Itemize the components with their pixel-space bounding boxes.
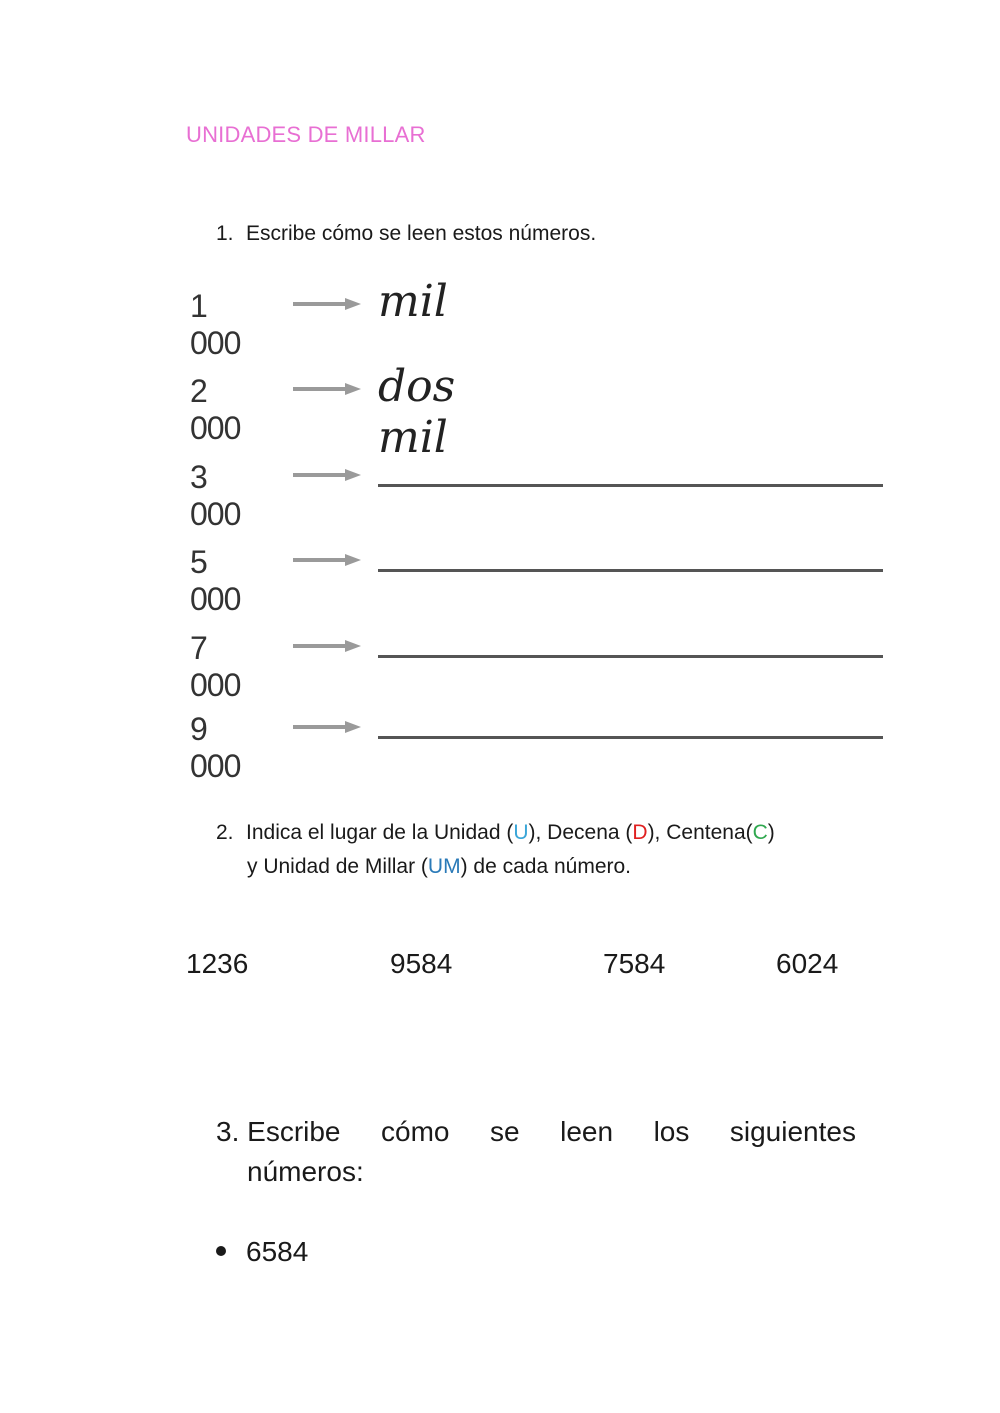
- handwritten-answer: mil: [378, 276, 448, 327]
- handwritten-answer: dos mil: [378, 361, 456, 463]
- question-number: 3.: [216, 1116, 240, 1147]
- page-title: UNIDADES DE MILLAR: [186, 122, 426, 147]
- bullet-item: [216, 1236, 308, 1268]
- text-part: ), Decena (: [528, 821, 633, 844]
- question-number: 2.: [216, 821, 234, 844]
- text-part: y Unidad de Millar (: [247, 855, 428, 878]
- number-item: 9584: [390, 948, 453, 979]
- arrow-right-icon: [293, 638, 363, 654]
- text-part: ): [767, 821, 775, 844]
- question-text: [216, 1112, 856, 1152]
- text-part: ) de cada número.: [460, 855, 632, 878]
- hundred-letter: C: [752, 821, 768, 844]
- answer-line[interactable]: [378, 736, 883, 739]
- row-number: 5 000: [190, 544, 241, 617]
- arrow-right-icon: [293, 467, 363, 483]
- word: siguientes: [729, 1116, 856, 1147]
- row-number: 3 000: [190, 459, 241, 532]
- word: leen: [560, 1116, 614, 1147]
- answer-line[interactable]: [378, 655, 883, 658]
- arrow-right-icon: [293, 719, 363, 735]
- row-number: 9 000: [190, 711, 241, 784]
- answer-line[interactable]: [378, 569, 883, 572]
- word: los: [653, 1116, 690, 1147]
- bullet-dot-icon: [216, 1246, 226, 1256]
- number-item: 7584: [603, 948, 666, 979]
- question-2: [216, 816, 876, 884]
- text-part: Indica el lugar de la Unidad (: [246, 821, 514, 844]
- row-number: 1 000: [190, 288, 241, 361]
- unit-letter: U: [513, 821, 529, 844]
- arrow-right-icon: [293, 552, 363, 568]
- word: Escribe: [247, 1116, 341, 1147]
- bullet-value: 6584: [246, 1236, 309, 1267]
- question-text: [246, 821, 775, 844]
- row-number: 2 000: [190, 373, 241, 446]
- question-number: 1.: [216, 222, 234, 245]
- arrow-right-icon: [293, 381, 363, 397]
- ten-letter: D: [632, 821, 648, 844]
- text-part: ), Centena(: [647, 821, 753, 844]
- question-text-continued: [216, 850, 876, 884]
- question-text-continued: números:: [247, 1156, 364, 1187]
- arrow-right-icon: [293, 296, 363, 312]
- number-item: 6024: [776, 948, 839, 979]
- question-3: [216, 1112, 856, 1192]
- row-number: 7 000: [190, 630, 241, 703]
- word: se: [490, 1116, 520, 1147]
- question-number-word: [216, 1112, 341, 1152]
- question-text: Escribe cómo se leen estos números.: [246, 222, 597, 245]
- word: cómo: [381, 1116, 450, 1147]
- question-1: [216, 222, 596, 246]
- answer-line[interactable]: [378, 484, 883, 487]
- number-item: 1236: [186, 948, 249, 979]
- thousand-letters: UM: [427, 855, 461, 878]
